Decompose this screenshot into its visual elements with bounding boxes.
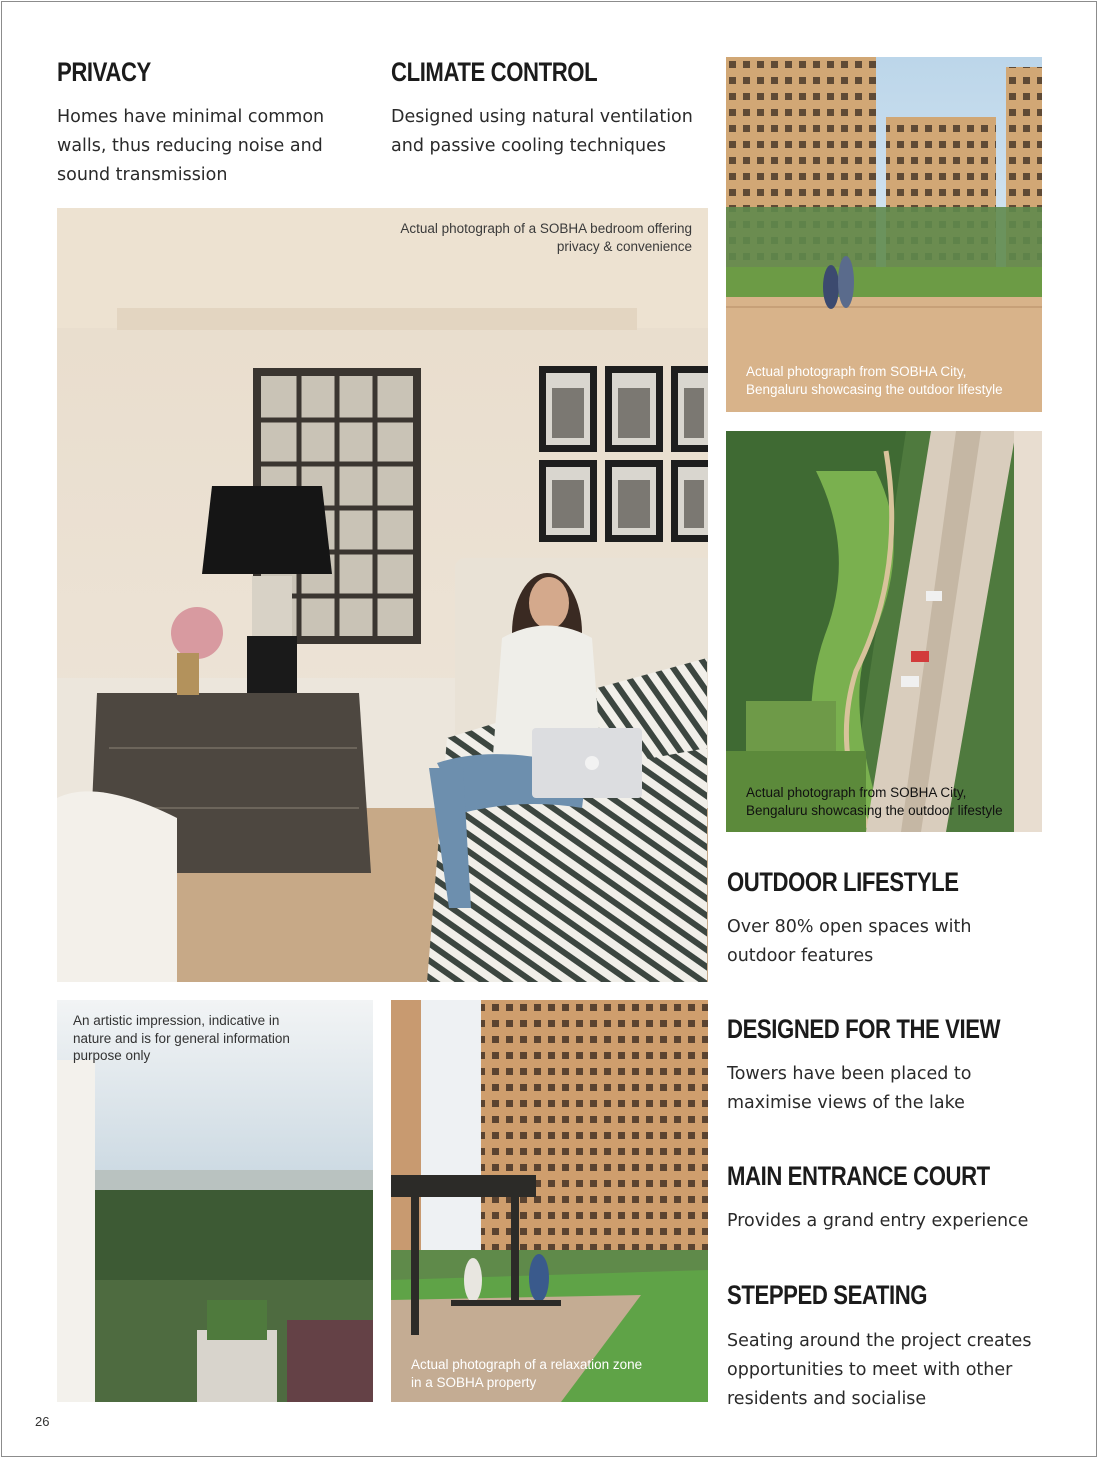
caption-line: Actual photograph from SOBHA City, bbox=[746, 785, 967, 800]
climate-heading: CLIMATE CONTROL bbox=[391, 57, 598, 87]
privacy-text bbox=[57, 103, 324, 190]
aerial-photo bbox=[726, 431, 1042, 832]
lake-caption bbox=[73, 1012, 290, 1065]
outdoor-text-line: outdoor features bbox=[727, 946, 874, 966]
caption-line: in a SOBHA property bbox=[411, 1374, 537, 1390]
bedroom-caption bbox=[400, 220, 692, 255]
view-text-line: Towers have been placed to bbox=[727, 1064, 972, 1084]
outdoor-heading: OUTDOOR LIFESTYLE bbox=[727, 867, 959, 897]
entrance-text bbox=[727, 1207, 1028, 1236]
caption-line: Actual photograph from SOBHA City, bbox=[746, 364, 967, 379]
privacy-text-line: sound transmission bbox=[57, 165, 228, 185]
aerial-caption bbox=[746, 784, 1003, 819]
caption-line: nature and is for general information bbox=[73, 1030, 290, 1046]
seating-text-line: opportunities to meet with other bbox=[727, 1360, 1013, 1380]
climate-text bbox=[391, 103, 693, 161]
climate-text-line: and passive cooling techniques bbox=[391, 136, 667, 156]
caption-line: An artistic impression, indicative in bbox=[73, 1013, 280, 1028]
caption-line: privacy & convenience bbox=[556, 238, 692, 254]
caption-line: purpose only bbox=[73, 1048, 151, 1063]
privacy-text-line: Homes have minimal common bbox=[57, 107, 325, 127]
entrance-heading: MAIN ENTRANCE COURT bbox=[727, 1161, 990, 1191]
caption-line: Bengaluru showcasing the outdoor lifestyle bbox=[746, 802, 1003, 818]
caption-line: Actual photograph of a relaxation zone bbox=[411, 1357, 643, 1372]
seating-heading: STEPPED SEATING bbox=[727, 1280, 928, 1310]
caption-line: Bengaluru showcasing the outdoor lifestyle bbox=[746, 381, 1003, 397]
towers-photo bbox=[726, 57, 1042, 412]
view-text-line: maximise views of the lake bbox=[727, 1093, 965, 1113]
entrance-text-line: Provides a grand entry experience bbox=[727, 1211, 1029, 1231]
bedroom-photo bbox=[57, 208, 708, 982]
relax-caption bbox=[411, 1356, 642, 1391]
seating-text bbox=[727, 1327, 1031, 1414]
seating-text-line: residents and socialise bbox=[727, 1389, 927, 1409]
lake-view-photo bbox=[57, 1000, 373, 1402]
privacy-heading: PRIVACY bbox=[57, 57, 151, 87]
caption-line: Actual photograph of a SOBHA bedroom offering bbox=[400, 221, 692, 236]
privacy-text-line: walls, thus reducing noise and bbox=[57, 136, 323, 156]
climate-text-line: Designed using natural ventilation bbox=[391, 107, 693, 127]
page-number: 26 bbox=[35, 1414, 50, 1429]
relaxation-photo bbox=[391, 1000, 708, 1402]
view-text bbox=[727, 1060, 972, 1118]
towers-caption bbox=[746, 363, 1003, 398]
outdoor-text-line: Over 80% open spaces with bbox=[727, 917, 972, 937]
view-heading: DESIGNED FOR THE VIEW bbox=[727, 1014, 1001, 1044]
seating-text-line: Seating around the project creates bbox=[727, 1331, 1032, 1351]
outdoor-text bbox=[727, 913, 972, 971]
